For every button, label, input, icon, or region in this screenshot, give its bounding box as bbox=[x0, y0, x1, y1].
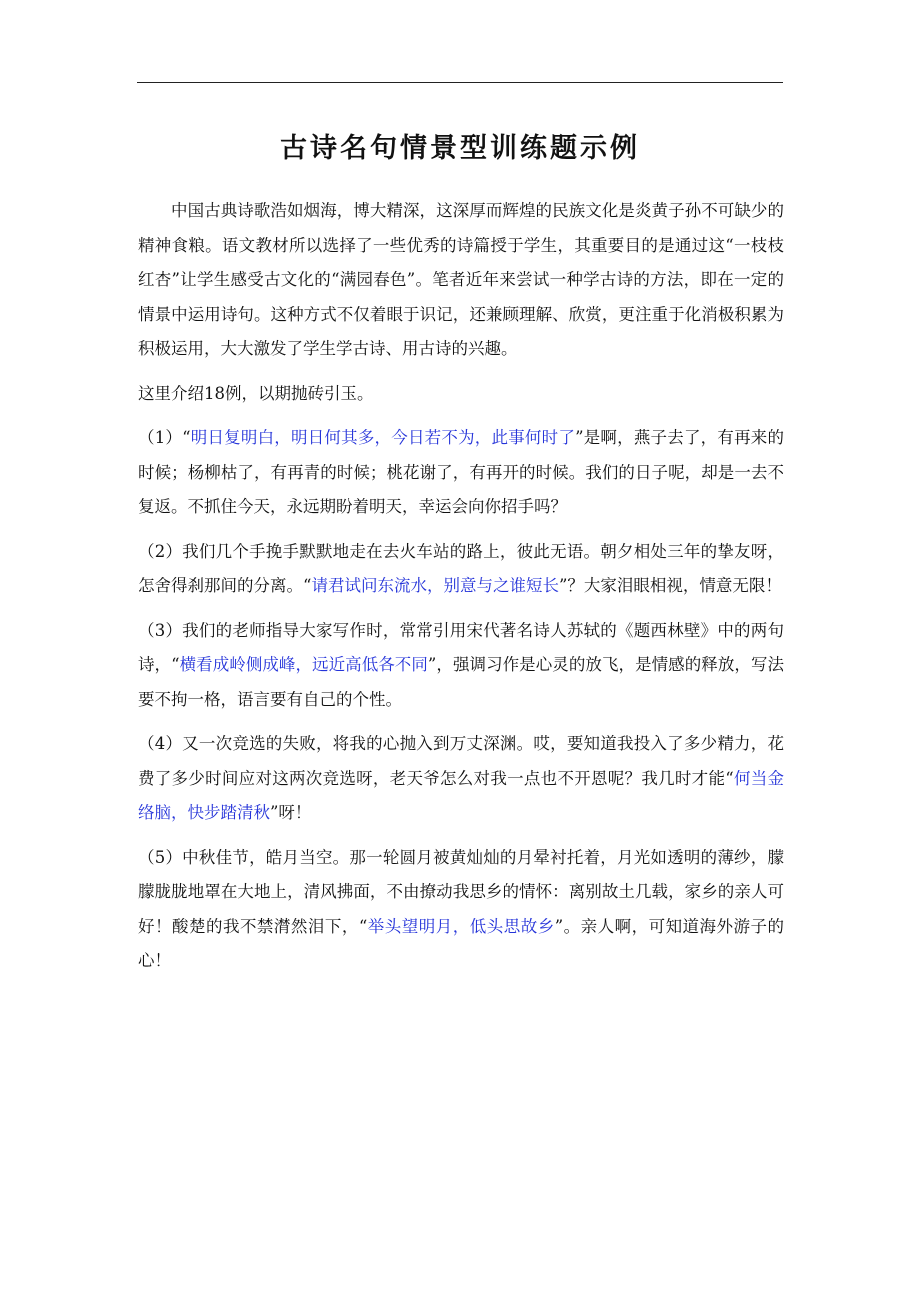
example-text: ”呀！ bbox=[270, 803, 312, 822]
example-text: （4）又一次竞选的失败，将我的心抛入到万丈深渊。哎，要知道我投入了多少精力，花费了多少时间应对这两次竞选呀，老天爷怎么对我一点也不开恩呢？我几时才能“ bbox=[138, 734, 784, 788]
example-text: （3）我们的老师指导大家写作时，常常引用宋代著名诗人苏轼的《题西林壁》中的两句诗，“ bbox=[138, 620, 784, 674]
poem-quote: 举头望明月，低头思故乡 bbox=[367, 916, 555, 936]
document-body bbox=[138, 194, 784, 989]
example-text: ”。亲人啊，可知道海外游子的心！ bbox=[138, 916, 785, 970]
example-text: （2）我们几个手挽手默默地走在去火车站的路上，彼此无语。朝夕相处三年的挚友呀，怎舍得刹那间的分离。“ bbox=[138, 541, 784, 595]
intro-paragraph: 中国古典诗歌浩如烟海，博大精深，这深厚而辉煌的民族文化是炎黄子孙不可缺少的精神食粮。语文教材所以选择了一些优秀的诗篇授于学生，其重要目的是通过这“一枝枝红杏”让学生感受古文化的“满园春色”。笔者近年来尝试一种学古诗的方法，即在一定的情景中运用诗句。这种方式不仅着眼于识记，还兼顾理解、欣赏，更注重于化消极积累为积极运用，大大激发了学生学古诗、用古诗的兴趣。 bbox=[138, 201, 784, 358]
example-1 bbox=[138, 421, 784, 525]
example-2 bbox=[138, 535, 784, 604]
poem-quote: 横看成岭侧成峰，远近高低各不同 bbox=[179, 655, 428, 674]
page-title: 古诗名句情景型训练题示例 bbox=[280, 133, 640, 164]
poem-quote: 何当金络脑，快步踏清秋 bbox=[138, 768, 785, 822]
example-5 bbox=[138, 841, 784, 979]
poem-quote: 明日复明白，明日何其多，今日若不为，此事何时了 bbox=[190, 428, 576, 447]
example-text: （1）“ bbox=[138, 428, 191, 447]
example-text: （5）中秋佳节，皓月当空。那一轮圆月被黄灿灿的月晕衬托着，月光如透明的薄纱，朦朦胧胧地罩在大地上，清风拂面，不由撩动我思乡的情怀：离别故土几载，家乡的亲人可好！酸楚的我不禁潸然泪下，“ bbox=[138, 847, 784, 936]
example-text: ”，强调习作是心灵的放飞，是情感的释放，写法要不拘一格，语言要有自己的个性。 bbox=[138, 655, 785, 709]
lead-paragraph: 这里介绍18例，以期抛砖引玉。 bbox=[138, 383, 374, 403]
example-3 bbox=[138, 614, 784, 718]
header-rule bbox=[137, 82, 783, 83]
poem-quote: 请君试问东流水，别意与之谁短长 bbox=[311, 576, 559, 595]
example-text: ”是啊，燕子去了，有再来的时候；杨柳枯了，有再青的时候；桃花谢了，有再开的时候。我们的日子呢，却是一去不复返。不抓住今天，永远期盼着明天，幸运会向你招手吗？ bbox=[138, 428, 784, 516]
example-4 bbox=[138, 727, 784, 831]
example-text: ”？大家泪眼相视，情意无限！ bbox=[558, 576, 782, 595]
